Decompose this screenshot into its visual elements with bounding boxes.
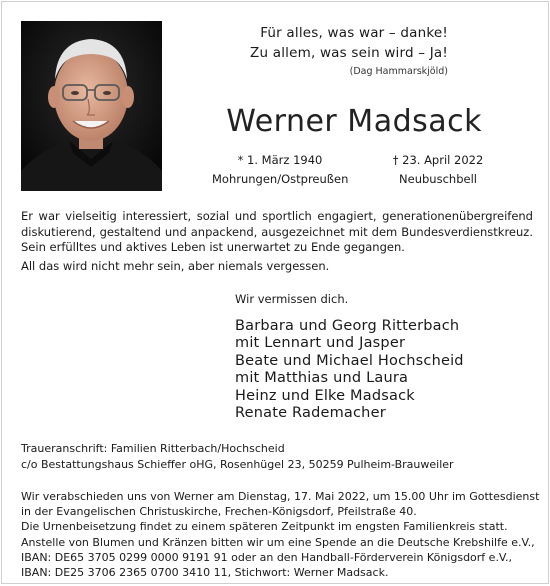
details-line: IBAN: DE25 3706 2365 0700 3410 11, Stichwort: Werner Madsack. — [21, 566, 389, 580]
details-line: Anstelle von Blumen und Kränzen bitten wir um eine Spende an die Deutsche Krebshilfe e.V., — [21, 535, 535, 549]
birth-date: * 1. März 1940 — [237, 153, 323, 167]
birth-place: Mohrungen/Ostpreußen — [212, 172, 349, 186]
death-info — [378, 151, 498, 189]
mourner-line: Barbara und Georg Ritterbach — [235, 318, 460, 334]
address-line-1: Traueranschrift: Familien Ritterbach/Hochscheid — [21, 442, 285, 455]
details-line: Wir verabschieden uns von Werner am Dienstag, 17. Mai 2022, um 15.00 Uhr im Gottesdienst — [21, 490, 540, 503]
mourning-address — [21, 441, 454, 473]
death-date: † 23. April 2022 — [392, 153, 484, 167]
portrait-photo — [21, 21, 162, 191]
details-line: Die Urnenbeisetzung findet zu einem späteren Zeitpunkt im engsten Familienkreis statt. — [21, 520, 508, 534]
quote-line-1: Für alles, was war – danke! — [260, 25, 448, 41]
tribute-paragraph-2: All das wird nicht mehr sein, aber niemals vergessen. — [21, 258, 330, 273]
mourners-list — [235, 318, 464, 422]
death-place: Neubuschbell — [399, 172, 477, 186]
mourner-line: Heinz und Elke Madsack — [235, 387, 415, 404]
quote-author: (Dag Hammarskjöld) — [349, 66, 448, 77]
obituary-notice — [1, 1, 549, 584]
birth-info — [212, 151, 348, 189]
mourners-intro: Wir vermissen dich. — [235, 292, 349, 306]
mourner-line: Renate Rademacher — [235, 405, 386, 422]
quote-block — [202, 23, 448, 80]
quote-line-2: Zu allem, was sein wird – Ja! — [250, 45, 448, 61]
details-line: in der Evangelischen Christuskirche, Frechen-Königsdorf, Pfeilstraße 40. — [21, 505, 417, 519]
mourner-line: mit Lennart und Jasper — [235, 335, 406, 352]
details-line: IBAN: DE65 3705 0299 0000 9191 91 oder an den Handball-Förderverein Königsdorf e.V., — [21, 550, 513, 564]
tribute-text — [21, 209, 533, 274]
deceased-name: Werner Madsack — [226, 104, 482, 139]
address-line-2: c/o Bestattungshaus Schieffer oHG, Rosenhügel 23, 50259 Pulheim-Brauweiler — [21, 458, 454, 471]
mourner-line: Beate und Michael Hochscheid — [235, 352, 464, 369]
tribute-paragraph-1: Er war vielseitig interessiert, sozial und sportlich engagiert, generationenübergreifend diskutierend, gestaltend und anpackend, ausgezeichnet mit dem Bundesverdienstkreuz. Sein erfülltes und aktives Leben ist unerwartet zu Ende gegangen. — [21, 209, 533, 254]
portrait-illustration — [21, 21, 162, 191]
funeral-details — [21, 489, 540, 580]
mourner-line: mit Matthias und Laura — [235, 370, 409, 387]
